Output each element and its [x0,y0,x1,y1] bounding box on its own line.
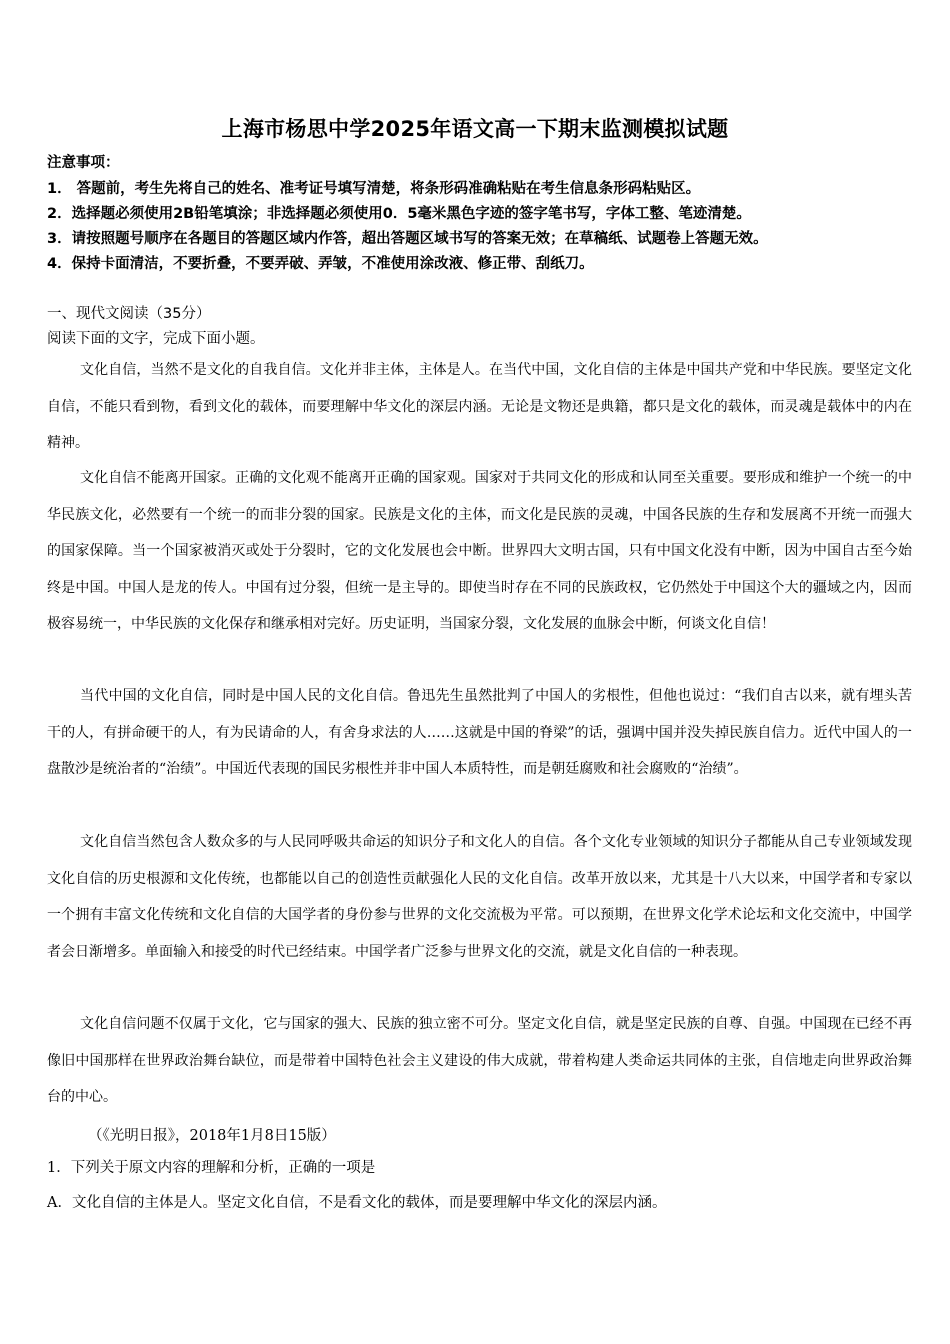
page-title: 上海市杨思中学2025年语文高一下期末监测模拟试题 [221,117,729,141]
passage-source: （《光明日报》，2018年1月8日15版） [88,1128,336,1144]
passage-paragraph: 文化自信当然包含人数众多的与人民同呼吸共命运的知识分子和文化人的自信。各个文化专业领域的知识分子都能从自己专业领域发现文化自信的历史根源和文化传统，也都能以自己的创造性贡献强化人民的文化自信。改革开放以来，尤其是十八大以来，中国学者和专家以一个拥有丰富文化传统和文化自信的大国学者的身份参与世界的文化交流极为平常。可以预期，在世界文化学术论坛和文化交流中，中国学者会日渐增多。单面输入和接受的时代已经结束。中国学者广泛参与世界文化的交流，就是文化自信的一种表现。 [47,834,912,960]
notice-heading: 注意事项： [47,155,120,171]
answer-option-a: A．文化自信的主体是人。坚定文化自信，不是看文化的载体，而是要理解中华文化的深层内涵。 [47,1195,667,1211]
passage-paragraph: 文化自信问题不仅属于文化，它与国家的强大、民族的独立密不可分。坚定文化自信，就是坚定民族的自尊、自强。中国现在已经不再像旧中国那样在世界政治舞台缺位，而是带着中国特色社会主义建设的伟大成就，带着构建人类命运共同体的主张，自信地走向世界政治舞台的中心。 [47,1016,912,1105]
passage-paragraph: 文化自信不能离开国家。正确的文化观不能离开正确的国家观。国家对于共同文化的形成和认同至关重要。要形成和维护一个统一的中华民族文化，必然要有一个统一的而非分裂的国家。民族是文化的主体，而文化是民族的灵魂，中国各民族的生存和发展离不开统一而强大的国家保障。当一个国家被消灭或处于分裂时，它的文化发展也会中断。世界四大文明古国，只有中国文化没有中断，因为中国自古至今始终是中国。中国人是龙的传人。中国有过分裂，但统一是主导的。即使当时存在不同的民族政权，它仍然处于中国这个大的疆域之内，因而极容易统一，中华民族的文化保存和继承相对完好。历史证明，当国家分裂，文化发展的血脉会中断，何谈文化自信！ [47,470,912,632]
notice-item: 3．请按照题号顺序在各题目的答题区域内作答，超出答题区域书写的答案无效；在草稿纸、试题卷上答题无效。 [47,231,768,247]
reading-instruction: 阅读下面的文字，完成下面小题。 [47,331,265,347]
passage-paragraph: 当代中国的文化自信，同时是中国人民的文化自信。鲁迅先生虽然批判了中国人的劣根性，但他也说过：“我们自古以来，就有埋头苦干的人，有拼命硬干的人，有为民请命的人，有舍身求法的人……这就是中国的脊梁”的话，强调中国并没失掉民族自信力。近代中国人的一盘散沙是统治者的“治绩”。中国近代表现的国民劣根性并非中国人本质特性，而是朝廷腐败和社会腐败的“治绩”。 [47,688,912,777]
notice-item: 4．保持卡面清洁，不要折叠，不要弄破、弄皱，不准使用涂改液、修正带、刮纸刀。 [47,256,594,272]
question-stem: 1．下列关于原文内容的理解和分析，正确的一项是 [47,1160,376,1176]
notice-item: 2．选择题必须使用2B铅笔填涂；非选择题必须使用0．5毫米黑色字迹的签字笔书写，字体工整、笔迹清楚。 [47,206,751,222]
notice-item: 1． 答题前，考生先将自己的姓名、准考证号填写清楚，将条形码准确粘贴在考生信息条形码粘贴区。 [47,181,701,197]
section-heading: 一、现代文阅读（35分） [47,306,211,322]
passage-paragraph: 文化自信，当然不是文化的自我自信。文化并非主体，主体是人。在当代中国，文化自信的主体是中国共产党和中华民族。要坚定文化自信，不能只看到物，看到文化的载体，而要理解中华文化的深层内涵。无论是文物还是典籍，都只是文化的载体，而灵魂是载体中的内在精神。 [47,362,912,451]
